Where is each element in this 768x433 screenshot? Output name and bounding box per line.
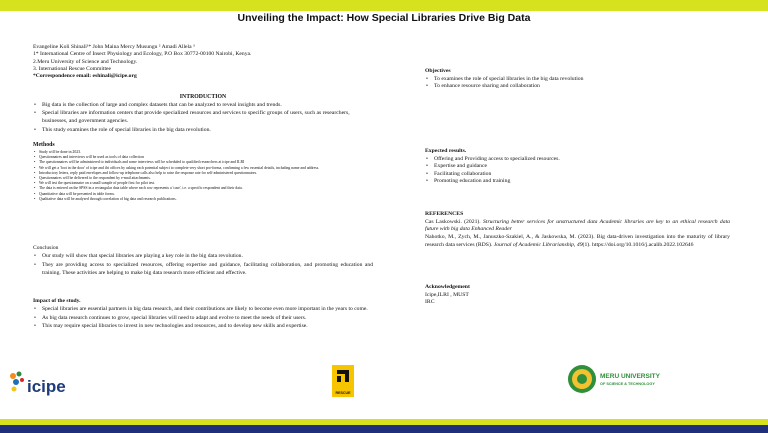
- list-item: • Our study will show that special libraries are playing a key role in the big data revolution.: [33, 252, 373, 260]
- list-item: • Big data is the collection of large and complex datasets that can be analyzed to reveal insights and trends.: [33, 101, 373, 109]
- list-item: • To enhance resource sharing and collaboration: [425, 83, 725, 91]
- icipe-logo: [8, 370, 78, 398]
- methods-heading: Methods: [33, 142, 55, 148]
- reference-2: [425, 234, 730, 249]
- objectives-section: [425, 68, 725, 91]
- poster-title: Unveiling the Impact: How Special Libraries Drive Big Data: [237, 12, 531, 24]
- conclusion-heading: Conclusion: [33, 245, 59, 251]
- conclusion-list: [33, 252, 373, 277]
- affiliation-3: 3. International Rescue Committee: [33, 65, 111, 72]
- authors-block: [33, 44, 373, 80]
- rescue-logo: [332, 365, 354, 397]
- list-item: • Promoting education and training: [425, 178, 725, 186]
- reference-1: [425, 219, 730, 234]
- list-item: • We will get a 'foot in the door' of icipe and ilri offices by asking each potential subject to complete very short pro-forma, confirming a few essential details, including name and address.: [33, 166, 378, 171]
- rescue-wordmark: RESCUE: [335, 391, 351, 395]
- rescue-logo-mark-bar: [337, 376, 341, 382]
- meru-crest-center: [577, 374, 587, 384]
- list-item: • Special libraries are essential partners in big data research, and their contributions are likely to become even more important in the years to come.: [33, 305, 373, 313]
- affiliation-2: 2.Meru University of Science and Technology.: [33, 58, 138, 65]
- logo-dot-green: [17, 372, 22, 377]
- list-item: • As big data research continues to grow, special libraries will need to adapt and evolve to meet the needs of their users.: [33, 314, 373, 322]
- author-names: Evangeline Koli Shinali¹* John Maina Mercy Musungu ² Amadi Allela ³: [33, 44, 195, 50]
- objectives-list: [425, 76, 725, 91]
- reference-1-title: Structuring better services for unstructured data Academic libraries are key to an ethical research data future with big data Enhanced Reader: [425, 218, 730, 233]
- expected-results-section: [425, 148, 725, 186]
- meru-university-logo: [566, 362, 716, 396]
- logo-dot-red: [20, 378, 24, 382]
- reference-2-journal: Journal of Academic Librarianship, 49: [493, 241, 583, 248]
- acknowledgement-section: [425, 284, 625, 307]
- list-item: • Expertise and guidance: [425, 163, 725, 171]
- list-item: • Questionnaires will be delivered to the respondent by e-mail attachments.: [33, 176, 378, 181]
- reference-2-doi: (1). https://doi.org/10.1016/j.acalib.2022.102646: [582, 241, 694, 248]
- correspondence-email: *Correspondence email: eshinali@icipe.org: [33, 73, 137, 80]
- list-item: • Offering and Providing access to specialized resources.: [425, 156, 725, 164]
- list-item: • Questionnaires and interviews will be used as tools of data collection: [33, 155, 378, 160]
- methods-list: [33, 150, 378, 202]
- reference-2-authors: Nahotko, M., Zych, M., Januszko-Szakiel, A., & Jaskowska, M. (2023). Big data-driven investigation into the maturity of library research data services (RDS).: [425, 234, 730, 248]
- impact-section: [33, 297, 373, 330]
- list-item: • The data is entered on the SPSS in a rectangular data table where each row represents a 'case', i.e. a specific respondent and their data.: [33, 186, 378, 191]
- acknowledgement-heading: Acknowledgement: [425, 284, 470, 290]
- introduction-heading: INTRODUCTION: [179, 94, 227, 100]
- expected-results-heading: Expected results.: [425, 148, 467, 154]
- list-item: • Study will be done in 2023.: [33, 150, 378, 155]
- list-item: • Qualitative data will be analysed through correlation of big data and research publications.: [33, 197, 378, 202]
- impact-list: [33, 305, 373, 330]
- meru-wordmark: MERU UNIVERSITY: [600, 373, 660, 380]
- logo-dot-blue: [13, 379, 19, 385]
- list-item: • This study examines the role of special libraries in the big data revolution.: [33, 126, 373, 134]
- list-item: • We will test the questionnaire on a small sample of people first for pilot test.: [33, 181, 378, 186]
- logo-dot-yellow: [12, 387, 17, 392]
- references-section: [425, 211, 730, 250]
- list-item: • They are providing access to specialized resources, offering expertise and guidance, facilitating collaboration, and promoting education and training. These activities are helping to make big data research more efficient and effective.: [33, 261, 373, 278]
- bottom-navy-bar: [0, 425, 768, 433]
- list-item: • The questionnaires will be administered to individuals and some interviews will be scheduled to qualified researchers at icipe and ILRI: [33, 160, 378, 165]
- list-item: • This may require special libraries to invest in new technologies and resources, and to develop new skills and expertise.: [33, 322, 373, 330]
- objectives-heading: Objectives: [425, 68, 451, 74]
- list-item: • To examines the role of special libraries in the big data revolution: [425, 76, 725, 84]
- list-item: • Quantitative data will be presented in table forms.: [33, 192, 378, 197]
- references-heading: REFERENCES: [425, 211, 464, 217]
- list-item: • Facilitating collaboration: [425, 171, 725, 179]
- conclusion-section: [33, 244, 373, 277]
- list-item: • Special libraries are information centers that provide specialized resources and services to specific groups of users, such as researchers, businesses, and government agencies.: [33, 109, 373, 125]
- expected-results-list: [425, 156, 725, 186]
- affiliation-1: 1* International Centre of Insect Physiology and Ecology, P.O Box 30772-00100 Nairobi, Kenya.: [33, 51, 252, 58]
- list-item: • Introductory letters, reply paid envelopes and follow-up telephone calls also help to raise the response rate for self-administered questionnaires.: [33, 171, 378, 176]
- acknowledgement-line-1: Icipe,ILRI , MUST: [425, 291, 469, 298]
- reference-1-authors: Cas Laskowski. (2021).: [425, 218, 484, 225]
- logo-dot-orange: [10, 373, 16, 379]
- meru-subtitle: OF SCIENCE & TECHNOLOGY: [600, 382, 655, 386]
- acknowledgement-line-2: IRC: [425, 299, 435, 306]
- icipe-wordmark: icipe: [27, 377, 66, 396]
- impact-heading: Impact of the study.: [33, 298, 81, 304]
- introduction-list: [33, 101, 373, 134]
